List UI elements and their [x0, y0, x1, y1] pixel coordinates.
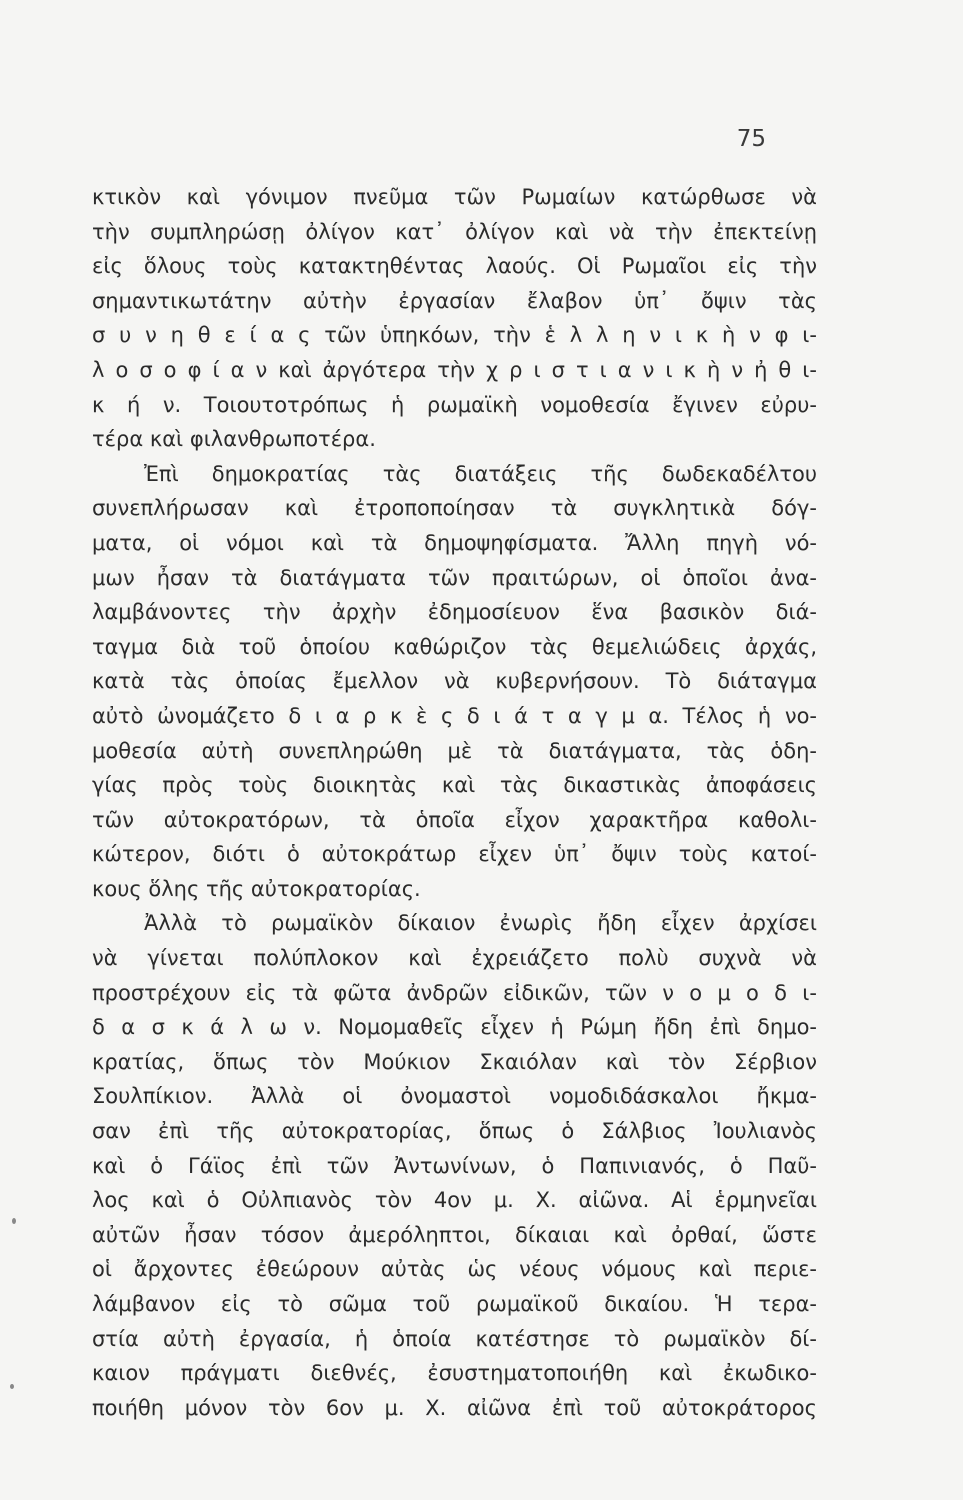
text-line: καὶ ὁ Γάϊος ἐπὶ τῶν Ἀντωνίνων, ὁ Παπινιανός, ὁ Παῦ-	[92, 1153, 817, 1178]
text-line: Ἐπὶ δημοκρατίας τὰς διατάξεις τῆς δωδεκαδέλτου	[144, 461, 817, 486]
text-line: προστρέχουν εἰς τὰ φῶτα ἀνδρῶν εἰδικῶν, τῶν ν ο μ ο δ ι-	[92, 980, 817, 1005]
text-line: κατὰ τὰς ὁποίας ἔμελλον νὰ κυβερνήσουν. Τὸ διάταγμα	[92, 669, 817, 694]
text-line: εἰς ὅλους τοὺς κατακτηθέντας λαούς. Οἱ Ρωμαῖοι εἰς τὴν	[92, 254, 817, 279]
text-line: λος καὶ ὁ Οὐλπιανὸς τὸν 4ον μ. Χ. αἰῶνα. Αἱ ἑρμηνεῖαι	[92, 1188, 817, 1213]
page-number: 75	[736, 126, 766, 152]
print-speck	[10, 1384, 14, 1389]
text-line: ποιήθη μόνον τὸν 6ον μ. Χ. αἰῶνα ἐπὶ τοῦ αὐτοκράτορος	[92, 1395, 817, 1420]
body-text	[92, 180, 817, 1425]
text-line: οἱ ἄρχοντες ἐθεώρουν αὐτὰς ὡς νέους νόμους καὶ περιε-	[92, 1257, 817, 1282]
text-line: σ υ ν η θ ε ί α ς τῶν ὑπηκόων, τὴν ἑ λ λ η ν ι κ ὴ ν φ ι-	[92, 323, 817, 348]
text-line: λαμβάνοντες τὴν ἀρχὴν ἐδημοσίευον ἕνα βασικὸν διά-	[92, 600, 817, 625]
text-line: γίας πρὸς τοὺς διοικητὰς καὶ τὰς δικαστικὰς ἀποφάσεις	[92, 773, 817, 798]
text-line: Σουλπίκιον. Ἀλλὰ οἱ ὀνομαστοὶ νομοδιδάσκαλοι ἤκμα-	[92, 1084, 817, 1109]
text-line: λ ο σ ο φ ί α ν καὶ ἀργότερα τὴν χ ρ ι σ τ ι α ν ι κ ὴ ν ἠ θ ι-	[92, 357, 817, 382]
text-line: καιον πράγματι διεθνές, ἐσυστηματοποιήθη καὶ ἐκωδικο-	[92, 1361, 817, 1386]
text-line: τὴν συμπληρώσῃ ὀλίγον κατ᾽ ὀλίγον καὶ νὰ τὴν ἐπεκτείνῃ	[92, 219, 817, 244]
text-line: κρατίας, ὅπως τὸν Μούκιον Σκαιόλαν καὶ τὸν Σέρβιον	[92, 1049, 817, 1074]
text-line: δ α σ κ ά λ ω ν. Νομομαθεῖς εἶχεν ἡ Ρώμη ἤδη ἐπὶ δημο-	[92, 1015, 817, 1040]
text-line: μοθεσία αὐτὴ συνεπληρώθη μὲ τὰ διατάγματα, τὰς ὁδη-	[92, 738, 817, 763]
text-line: λάμβανον εἰς τὸ σῶμα τοῦ ρωμαϊκοῦ δικαίου. Ἡ τερα-	[92, 1292, 817, 1316]
text-line: Ἀλλὰ τὸ ρωμαϊκὸν δίκαιον ἐνωρὶς ἤδη εἶχεν ἀρχίσει	[144, 911, 817, 936]
text-line: αὐτὸ ὠνομάζετο δ ι α ρ κ ὲ ς δ ι ά τ α γ μ α. Τέλος ἡ νο-	[92, 703, 817, 728]
text-line: σαν ἐπὶ τῆς αὐτοκρατορίας, ὅπως ὁ Σάλβιος Ἰουλιανὸς	[92, 1119, 817, 1144]
text-line: κους ὅλης τῆς αὐτοκρατορίας.	[92, 876, 421, 901]
text-line: τῶν αὐτοκρατόρων, τὰ ὁποῖα εἶχον χαρακτῆρα καθολι-	[92, 807, 817, 832]
text-line: μων ἦσαν τὰ διατάγματα τῶν πραιτώρων, οἱ ὁποῖοι ἀνα-	[92, 565, 817, 590]
text-line: αὐτῶν ἦσαν τόσον ἀμερόληπτοι, δίκαιαι καὶ ὀρθαί, ὥστε	[92, 1222, 817, 1247]
text-line: στία αὐτὴ ἐργασία, ἡ ὁποία κατέστησε τὸ ρωμαϊκὸν δί-	[92, 1326, 817, 1351]
print-speck	[12, 1218, 16, 1224]
text-line: κώτερον, διότι ὁ αὐτοκράτωρ εἶχεν ὑπ᾽ ὄψιν τοὺς κατοί-	[92, 842, 817, 867]
text-line: νὰ γίνεται πολύπλοκον καὶ ἐχρειάζετο πολὺ συχνὰ νὰ	[92, 946, 817, 971]
text-line: ματα, οἱ νόμοι καὶ τὰ δημοψηφίσματα. Ἄλλη πηγὴ νό-	[92, 530, 817, 555]
text-line: κ ή ν. Τοιουτοτρόπως ἡ ρωμαϊκὴ νομοθεσία ἔγινεν εὐρυ-	[92, 392, 817, 417]
text-line: τέρα καὶ φιλανθρωποτέρα.	[92, 427, 376, 452]
text-line: σημαντικωτάτην αὐτὴν ἐργασίαν ἔλαβον ὑπ᾽ ὄψιν τὰς	[92, 288, 817, 313]
text-line: ταγμα διὰ τοῦ ὁποίου καθώριζον τὰς θεμελιώδεις ἀρχάς,	[92, 634, 817, 659]
text-line: κτικὸν καὶ γόνιμον πνεῦμα τῶν Ρωμαίων κατώρθωσε νὰ	[92, 185, 817, 209]
text-line: συνεπλήρωσαν καὶ ἐτροποποίησαν τὰ συγκλητικὰ δόγ-	[92, 496, 817, 521]
